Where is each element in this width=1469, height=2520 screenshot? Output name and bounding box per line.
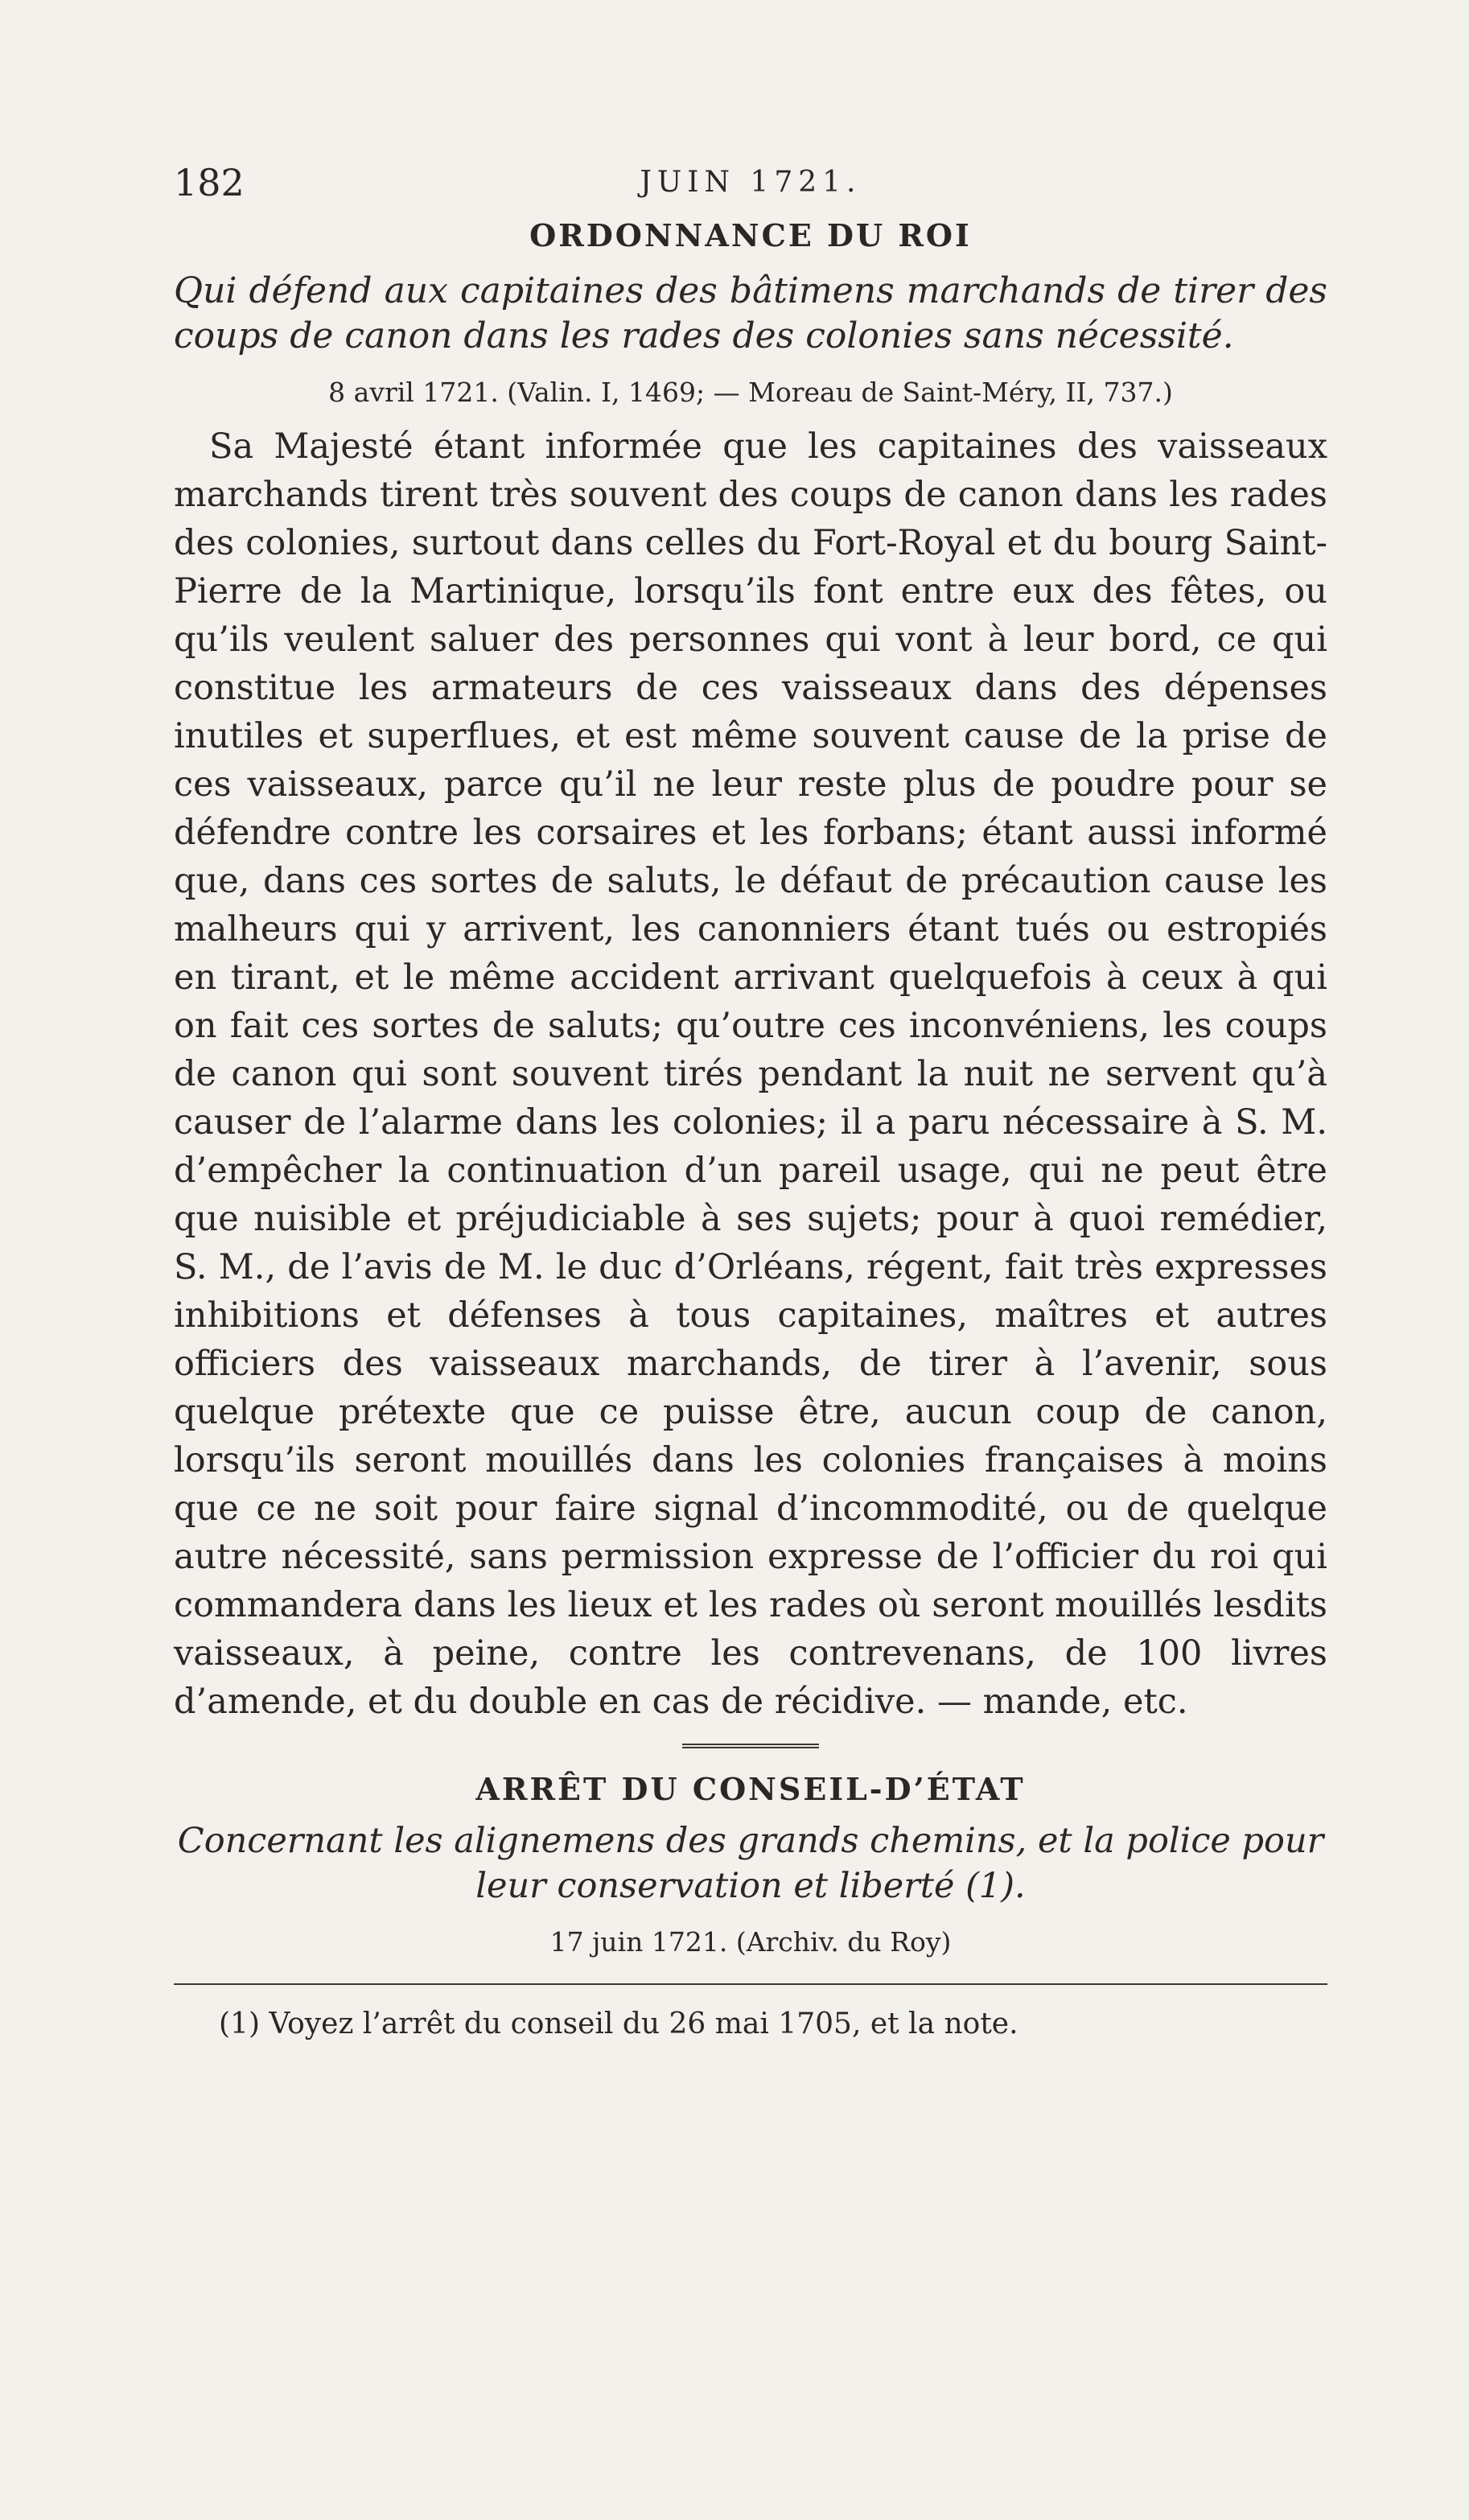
footnote: (1) Voyez l’arrêt du conseil du 26 mai 1705, et la note. — [219, 2007, 1018, 2041]
page-number: 182 — [174, 161, 245, 204]
ordinance-subtitle: Qui défend aux capitaines des bâtimens marchands de tirer des coups de canon dans les rades des colonies sans nécessité. — [174, 270, 1327, 356]
footnote-rule — [174, 1983, 1327, 1985]
ordinance-title: ORDONNANCE DU ROI — [529, 217, 972, 253]
arret-subtitle: Concernant les alignemens des grands chemins, et la police pour leur conservation et liberté (1). — [177, 1821, 1324, 1907]
ordinance-citation: 8 avril 1721. (Valin. I, 1469; — Moreau de Saint-Méry, II, 737.) — [328, 376, 1173, 408]
book-page — [174, 161, 1327, 2040]
ordinance-body: Sa Majesté étant informée que les capitaines des vaisseaux marchands tirent très souvent des coups de canon dans les rades des colonies, surtout dans celles du Fort-Royal et du bourg Saint-Pierre de la Martinique, lorsqu’ils font entre eux des fêtes, ou qu’ils veulent saluer des personnes qui vont à leur bord, ce qui constitue les armateurs de ces vaisseaux dans des dépenses inutiles et superflues, et est même souvent cause de la prise de ces vaisseaux, parce qu’il ne leur reste plus de poudre pour se défendre contre les corsaires et les forbans; étant aussi informé que, dans ces sortes de saluts, le défaut de précaution cause les malheurs qui y arrivent, les canonniers étant tués ou estropiés en tirant, et le même accident arrivant quelquefois à ceux à qui on fait ces sortes de saluts; qu’outre ces inconvéniens, les coups de canon qui sont souvent tirés pendant la nuit ne servent qu’à causer de l’alarme dans les colonies; il a paru nécessaire à S. M. d’empêcher la continuation d’un pareil usage, qui ne peut être que nuisible et préjudiciable à ses sujets; pour à quoi remédier, S. M., de l’avis de M. le duc d’Orléans, régent, fait très expresses inhibitions et défenses à tous capitaines, maîtres et autres officiers des vaisseaux marchands, de tirer à l’avenir, sous quelque prétexte que ce puisse être, aucun coup de canon, lorsqu’ils seront mouillés dans les colonies françaises à moins que ce ne soit pour faire signal d’incommodité, ou de quelque autre nécessité, sans permission expresse de l’officier du roi qui commandera dans les lieux et les rades où seront mouillés lesdits vaisseaux, à peine, contre les contrevenans, de 100 livres d’amende, et du double en cas de récidive. — mande, etc. — [174, 426, 1327, 1722]
running-head — [174, 161, 1327, 217]
running-title: JUIN 1721. — [640, 166, 862, 199]
ordinance-section — [174, 217, 1327, 1726]
arret-citation: 17 juin 1721. (Archiv. du Roy) — [549, 1926, 952, 1958]
arret-title: ARRÊT DU CONSEIL-D’ÉTAT — [475, 1770, 1026, 1807]
arret-section — [174, 1771, 1327, 1958]
